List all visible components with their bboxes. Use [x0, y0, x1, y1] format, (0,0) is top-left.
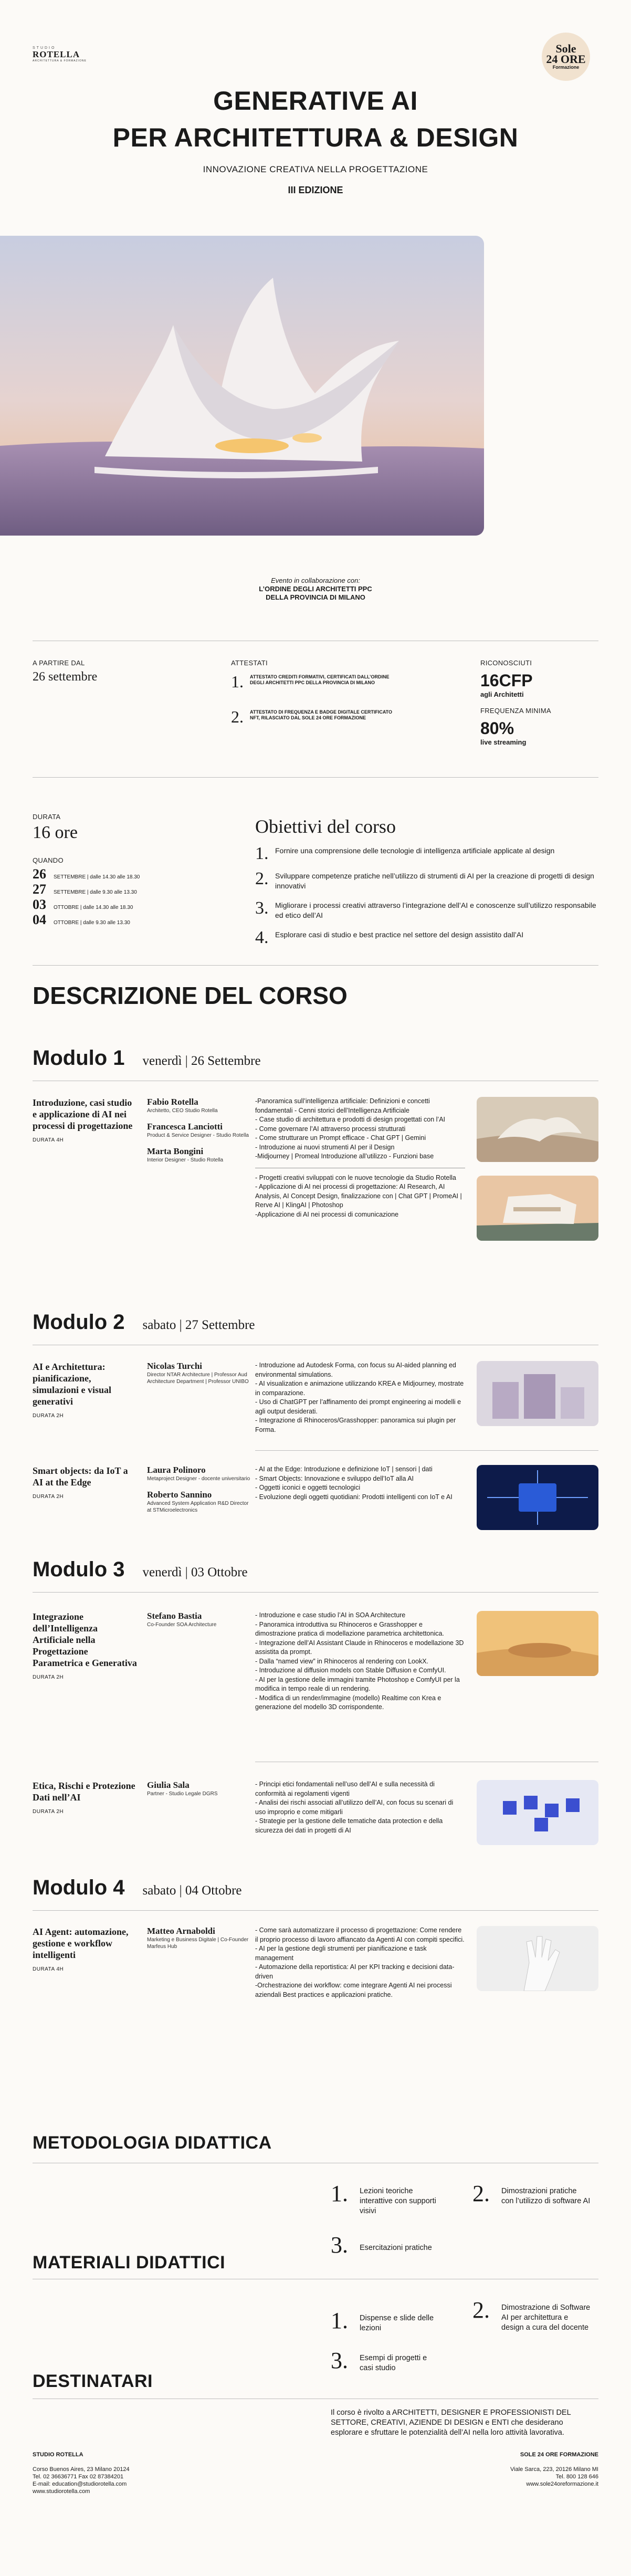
speaker — [147, 1611, 252, 1628]
logo-sole-line3: Formazione — [552, 65, 580, 70]
start-label: A PARTIRE DAL — [33, 659, 85, 667]
module-header — [33, 1046, 261, 1070]
obiettivo-text: Fornire una comprensione delle tecnologie di intelligenza artificiale applicate al design — [275, 846, 555, 855]
quando-day: 04 — [33, 912, 46, 927]
session-title-text: AI e Architettura: pianificazione, simulazioni e visual generativi — [33, 1362, 112, 1407]
materiali-item — [331, 2350, 438, 2373]
session-image — [477, 1926, 598, 1991]
quando-time: OTTOBRE | dalle 14.30 alle 18.30 — [54, 905, 133, 910]
session-6 — [33, 1926, 598, 2031]
obiettivo-text: Esplorare casi di studio e best practice nel settore del design assistito dall’AI — [275, 930, 524, 939]
session-content-a: - Introduzione ad Autodesk Forma, con focus su AI-aided planning ed environmental simulations. - AI visualization e animazione utilizzando KREA e Midjourney, mostrate in comparazione. - Uso di ChatGPT per l’affinamento dei prompt engineering ai modelli e agli output desiderati. - Integrazione di Rhinoceros/Grasshopper: panoramica sui plugin per Forma. — [255, 1362, 464, 1433]
footer-left-email[interactable]: E-mail: education@studiorotella.com — [33, 2481, 127, 2487]
page-subtitle: INNOVAZIONE CREATIVA NELLA PROGETTAZIONE — [203, 164, 428, 174]
module-header — [33, 1311, 255, 1334]
materiali-item — [472, 2297, 591, 2333]
speaker — [147, 1361, 252, 1385]
speaker-role: Architetto, CEO Studio Rotella — [147, 1108, 218, 1114]
session-image-graphic — [477, 1361, 598, 1426]
speakers — [147, 1465, 252, 1521]
collaboration-block — [0, 577, 631, 602]
session-content — [255, 1611, 465, 1712]
materiali-text: Dispense e slide delle lezioni — [360, 2314, 434, 2332]
session-content-a: - Principi etici fondamentali nell’uso dell’AI e sulla necessità di conformità ai regolamenti vigenti - Analisi dei rischi associati all’utilizzo dell’AI, con focus su scenari di uso improprio e come mitigarli - Strategie per la gestione delle tematiche data protection e della sicurezza dei dati in progetti di AI — [255, 1781, 454, 1834]
module-label: Modulo 4 — [33, 1876, 125, 1899]
materiali-text: Esempi di progetti e casi studio — [360, 2354, 427, 2372]
sole-24-ore-logo — [542, 33, 590, 81]
speakers — [147, 1361, 252, 1392]
obiettivo-text: Migliorare i processi creativi attraverso l’integrazione dell’AI e conoscenze sull’utilizzo responsabile ed etico dell’AI — [275, 901, 596, 919]
session-image-graphic — [477, 1780, 598, 1845]
destinatari-title: DESTINATARI — [33, 2371, 153, 2391]
divider — [33, 965, 598, 966]
hero-architecture-illustration — [0, 236, 484, 536]
riconosciuti-sub: agli Architetti — [480, 690, 524, 698]
metodologia-number: 1. — [331, 2181, 348, 2206]
speaker-role: Partner - Studio Legale DGRS — [147, 1791, 218, 1797]
quando-row — [33, 897, 243, 912]
attestati-block — [231, 659, 420, 727]
module-label: Modulo 2 — [33, 1311, 125, 1334]
session-title — [33, 1097, 138, 1146]
attestati-label: ATTESTATI — [231, 659, 268, 667]
footer-left-line: Corso Buenos Aires, 23 Milano 20124 — [33, 2466, 130, 2473]
speaker-role: Product & Service Designer - Studio Rotella — [147, 1133, 249, 1138]
footer-studio-rotella — [33, 2451, 130, 2495]
session-title-text: Etica, Rischi e Protezione Dati nell’AI — [33, 1781, 135, 1803]
title-line-1: GENERATIVE AI — [213, 86, 418, 116]
module-date: venerdì | 03 Ottobre — [142, 1565, 248, 1579]
speaker — [147, 1926, 252, 1950]
obiettivi-block — [255, 815, 596, 955]
obiettivo-number: 1. — [255, 844, 269, 863]
speaker-role: Advanced System Application R&D Director at STMicroelectronics — [147, 1501, 249, 1513]
quando-row — [33, 866, 243, 882]
materiali-number: 2. — [472, 2297, 490, 2323]
session-content-a: - Introduzione e case studio l’AI in SOA Architecture - Panoramica introduttiva su Rhinoceros e Grasshopper e dimostrazione pratica di modellazione parametrica architettonica. - Integrazione dell’AI Assistant Claude in Rhinoceros e modellazione 3D assistita da prompt. - Dalla “named view” in Rhinoceros al rendering con LookX. - Introduzione al diffusion models con Stable Diffusion e ComfyUI. - AI per la gestione delle immagini tramite Photoshop e ComfyUI per la modifica in tempo reale di un rendering. - Modifica di un render/immagine (modello) Realtime con Krea e generazione del modello 3D corrispondente. — [255, 1611, 464, 1711]
speaker-name: Marta Bongini — [147, 1146, 204, 1156]
speaker-name: Giulia Sala — [147, 1780, 190, 1790]
session-content-a: -Panoramica sull’intelligenza artificiale: Definizioni e concetti fondamentali - Cenni storici dell’Intelligenza Artificiale - Case studio di architettura e prodotti di design progettati con l’AI - Come governare l’AI attraverso processi strutturati - Come strutturare un Prompt efficace - Chat GPT | Gemini - Introduzione ai nuovi strumenti AI per il Design -Midjourney | Promeal Introduzione all’utilizzo - Funzioni base — [255, 1097, 446, 1160]
footer-left-website[interactable]: www.studiorotella.com — [33, 2488, 90, 2495]
attestato-text: ATTESTATO CREDITI FORMATIVI, CERTIFICATI DALL’ORDINE DEGLI ARCHITETTI PPC DELLA PROVINCIA DI MILANO — [250, 674, 390, 685]
start-value: 26 settembre — [33, 670, 98, 684]
session-image — [477, 1097, 598, 1162]
attestato-item — [231, 672, 420, 692]
session-title — [33, 1780, 138, 1818]
studio-rotella-logo — [33, 46, 87, 62]
divider — [33, 1910, 598, 1911]
speaker — [147, 1465, 252, 1482]
speaker-name: Nicolas Turchi — [147, 1361, 203, 1371]
riconosciuti-value: 16CFP — [480, 671, 533, 690]
session-duration: DURATA 2H — [33, 1674, 64, 1680]
module-header — [33, 1876, 242, 1900]
session-content — [255, 1926, 465, 1999]
session-content — [255, 1097, 465, 1219]
speaker-name: Laura Polinoro — [147, 1465, 206, 1475]
speaker-name: Stefano Bastia — [147, 1611, 202, 1621]
obiettivo-item — [255, 846, 596, 862]
metodologia-text: Lezioni teoriche interattive con supporti visivi — [360, 2187, 436, 2215]
obiettivi-title: Obiettivi del corso — [255, 816, 396, 837]
session-image — [477, 1780, 598, 1845]
footer-sole-24-ore — [472, 2451, 598, 2488]
obiettivo-number: 2. — [255, 869, 269, 888]
session-duration: DURATA 2H — [33, 1413, 64, 1419]
hero-image — [0, 236, 484, 536]
session-title — [33, 1361, 138, 1422]
obiettivo-item — [255, 930, 596, 946]
session-image — [477, 1176, 598, 1241]
quando-day: 26 — [33, 866, 46, 882]
footer-right-line: Tel. 800 128 646 — [555, 2474, 598, 2480]
speakers — [147, 1780, 252, 1805]
metodologia-item — [331, 2183, 438, 2216]
session-image-graphic — [477, 1176, 598, 1241]
speaker-role: Co-Founder SOA Architecture — [147, 1622, 217, 1628]
obiettivo-number: 3. — [255, 898, 269, 918]
obiettivo-number: 4. — [255, 928, 269, 947]
session-duration: DURATA 4H — [33, 1137, 64, 1143]
descrizione-title: DESCRIZIONE DEL CORSO — [33, 982, 348, 1009]
metodologia-text: Esercitazioni pratiche — [360, 2244, 432, 2252]
obiettivo-item — [255, 871, 596, 891]
attestato-number: 1. — [231, 672, 244, 691]
footer-left-line: Tel. 02 36636771 Fax 02 87384201 — [33, 2474, 124, 2480]
module-label: Modulo 1 — [33, 1046, 125, 1070]
module-label: Modulo 3 — [33, 1558, 125, 1581]
durata-label: DURATA — [33, 813, 61, 821]
destinatari-text: Il corso è rivolto a ARCHITETTI, DESIGNER E PROFESSIONISTI DEL SETTORE, CREATIVI, AZIENDE DI DESIGN e ENTI che desiderano esplorare e sfruttare le potenzialità dell’AI nella loro attività lavorativa. — [331, 2409, 571, 2437]
speaker-role: Marketing e Business Digitale | Co-Founder Marfeus Hub — [147, 1937, 249, 1950]
metodologia-text: Dimostrazioni pratiche con l’utilizzo di software AI — [501, 2187, 591, 2205]
session-duration: DURATA 2H — [33, 1809, 64, 1815]
logo-sole-line1: Sole — [555, 42, 576, 55]
footer-left-name: STUDIO ROTELLA — [33, 2452, 83, 2458]
riconosciuti-label: RICONOSCIUTI — [480, 659, 532, 667]
frequenza-value: 80% — [480, 719, 514, 738]
speakers — [147, 1926, 252, 1957]
metodologia-number: 3. — [331, 2232, 348, 2258]
session-content — [255, 1780, 465, 1835]
speaker — [147, 1780, 252, 1797]
session-title — [33, 1611, 138, 1683]
speaker — [147, 1122, 252, 1139]
frequenza-label: FREQUENZA MINIMA — [480, 707, 551, 715]
footer-right-name: SOLE 24 ORE FORMAZIONE — [520, 2452, 598, 2458]
session-image-graphic — [477, 1926, 598, 1991]
session-image-graphic — [477, 1097, 598, 1162]
materiali-text: Dimostrazione di Software AI per architettura e design a cura del docente — [501, 2303, 591, 2332]
obiettivo-item — [255, 900, 596, 920]
quando-label: QUANDO — [33, 856, 64, 864]
speaker-name: Matteo Arnaboldi — [147, 1926, 215, 1936]
obiettivo-text: Sviluppare competenze pratiche nell’utilizzo di strumenti di AI per la creazione di progetti di design innovativi — [275, 872, 594, 890]
materiali-number: 3. — [331, 2348, 348, 2373]
logo-studio-small: STUDIO — [33, 46, 56, 50]
session-1 — [33, 1097, 598, 1270]
speaker — [147, 1097, 252, 1114]
footer-right-line: Viale Sarca, 223, 20126 Milano MI — [510, 2466, 598, 2473]
session-content-a: - Come sarà automatizzare il processo di progettazione: Come rendere il proprio processo di lavoro affiancato da Agenti AI con compiti specifici. - AI per la gestione degli strumenti per pianificazione e task management - Automazione della reportistica: AI per KPI tracking e decisioni data-driven -Orchestrazione dei workflow: come integrare Agenti AI nei processi aziendali Best practices e applicazioni pratiche. — [255, 1926, 465, 1998]
attestato-number: 2. — [231, 707, 244, 726]
quando-day: 27 — [33, 882, 46, 897]
session-content — [255, 1465, 465, 1502]
credits-block — [480, 659, 585, 746]
session-3 — [33, 1465, 598, 1538]
footer-right-website[interactable]: www.sole24oreformazione.it — [526, 2481, 598, 2487]
materiali-number: 1. — [331, 2308, 348, 2333]
attestato-text: ATTESTATO DI FREQUENZA E BADGE DIGITALE CERTIFICATO NFT, RILASCIATO DAL SOLE 24 ORE FORMAZIONE — [250, 709, 392, 720]
collab-intro: Evento in collaborazione con: — [271, 577, 360, 584]
module-date: sabato | 27 Settembre — [142, 1318, 255, 1332]
session-image — [477, 1611, 598, 1676]
quando-row — [33, 882, 243, 897]
module-date: sabato | 04 Ottobre — [142, 1883, 242, 1898]
speaker-name: Fabio Rotella — [147, 1097, 198, 1107]
speaker-role: Interior Designer - Studio Rotella — [147, 1157, 224, 1163]
page-title — [0, 82, 631, 156]
session-title-text: Introduzione, casi studio e applicazione di AI nei processi di progettazione — [33, 1097, 133, 1131]
session-title-text: Integrazione dell’Intelligenza Artificiale nella Progettazione Parametrica e Generativa — [33, 1611, 137, 1668]
logo-studio-name: ROTELLA — [33, 49, 80, 59]
session-content-b: - Progetti creativi sviluppati con le nuove tecnologie da Studio Rotella - Applicazione di AI nei processi di progettazione: AI Research, AI Analysis, AI Concept Design, finalizzazione con | Chat GPT | PromeAI | Rerve AI | KlingAI | Photoshop -Applicazione di AI nei processi di comunicazione — [255, 1174, 462, 1218]
durata-value: 16 ore — [33, 823, 78, 842]
materiali-item — [331, 2310, 438, 2333]
session-image — [477, 1361, 598, 1426]
module-date: venerdì | 26 Settembre — [142, 1054, 261, 1068]
speaker-role: Metaproject Designer - docente universitario — [147, 1476, 250, 1482]
quando-time: SETTEMBRE | dalle 14.30 alle 18.30 — [54, 874, 140, 880]
durata-block — [33, 813, 243, 927]
speaker — [147, 1490, 252, 1514]
speaker-name: Roberto Sannino — [147, 1490, 212, 1500]
speaker — [147, 1146, 252, 1164]
metodologia-item — [472, 2183, 591, 2206]
logo-sole-line2: 24 ORE — [546, 53, 586, 66]
session-image-graphic — [477, 1611, 598, 1676]
metodologia-title: METODOLOGIA DIDATTICA — [33, 2133, 272, 2153]
edition-label: III EDIZIONE — [288, 185, 343, 195]
session-title — [33, 1465, 138, 1503]
session-title — [33, 1926, 138, 1975]
frequenza-sub: live streaming — [480, 738, 527, 746]
logo-studio-tag: ARCHITETTURA & FORMAZIONE — [33, 59, 87, 62]
start-info — [33, 659, 97, 684]
collab-line-2: DELLA PROVINCIA DI MILANO — [266, 593, 365, 601]
divider — [33, 1592, 598, 1593]
title-line-2: PER ARCHITETTURA & DESIGN — [112, 123, 519, 152]
speakers — [147, 1611, 252, 1636]
materiali-title: MATERIALI DIDATTICI — [33, 2253, 226, 2273]
divider — [255, 1450, 598, 1451]
quando-row — [33, 912, 243, 927]
divider — [33, 777, 598, 778]
quando-dates — [33, 866, 243, 927]
session-title-text: AI Agent: automazione, gestione e workflow intelligenti — [33, 1926, 129, 1960]
module-header — [33, 1558, 248, 1582]
session-duration: DURATA 2H — [33, 1494, 64, 1500]
session-duration: DURATA 4H — [33, 1966, 64, 1972]
quando-time: SETTEMBRE | dalle 9.30 alle 13.30 — [54, 889, 137, 895]
quando-day: 03 — [33, 897, 46, 912]
speaker-role: Director NTAR Architecture | Professor Aud Architecture Department | Professor UNIBO — [147, 1372, 249, 1385]
attestato-item — [231, 707, 420, 727]
metodologia-number: 2. — [472, 2181, 490, 2206]
session-5 — [33, 1780, 598, 1848]
session-2 — [33, 1361, 598, 1440]
collab-line-1: L’ORDINE DEGLI ARCHITETTI PPC — [259, 585, 372, 593]
metodologia-item — [331, 2232, 438, 2258]
quando-time: OTTOBRE | dalle 9.30 alle 13.30 — [54, 920, 130, 926]
session-content — [255, 1361, 465, 1434]
speakers — [147, 1097, 252, 1171]
session-content-a: - AI at the Edge: Introduzione e definizione IoT | sensori | dati - Smart Objects: Innovazione e sviluppo dell’IoT alla AI - Oggetti iconici e oggetti tecnologici - Evoluzione degli oggetti quotidiani: Prodotti intelligenti con IoT e AI — [255, 1465, 453, 1501]
session-4 — [33, 1611, 598, 1747]
session-title-text: Smart objects: da IoT a AI at the Edge — [33, 1465, 128, 1488]
speaker-name: Francesca Lanciotti — [147, 1122, 223, 1132]
session-image-graphic — [477, 1465, 598, 1530]
session-image — [477, 1465, 598, 1530]
